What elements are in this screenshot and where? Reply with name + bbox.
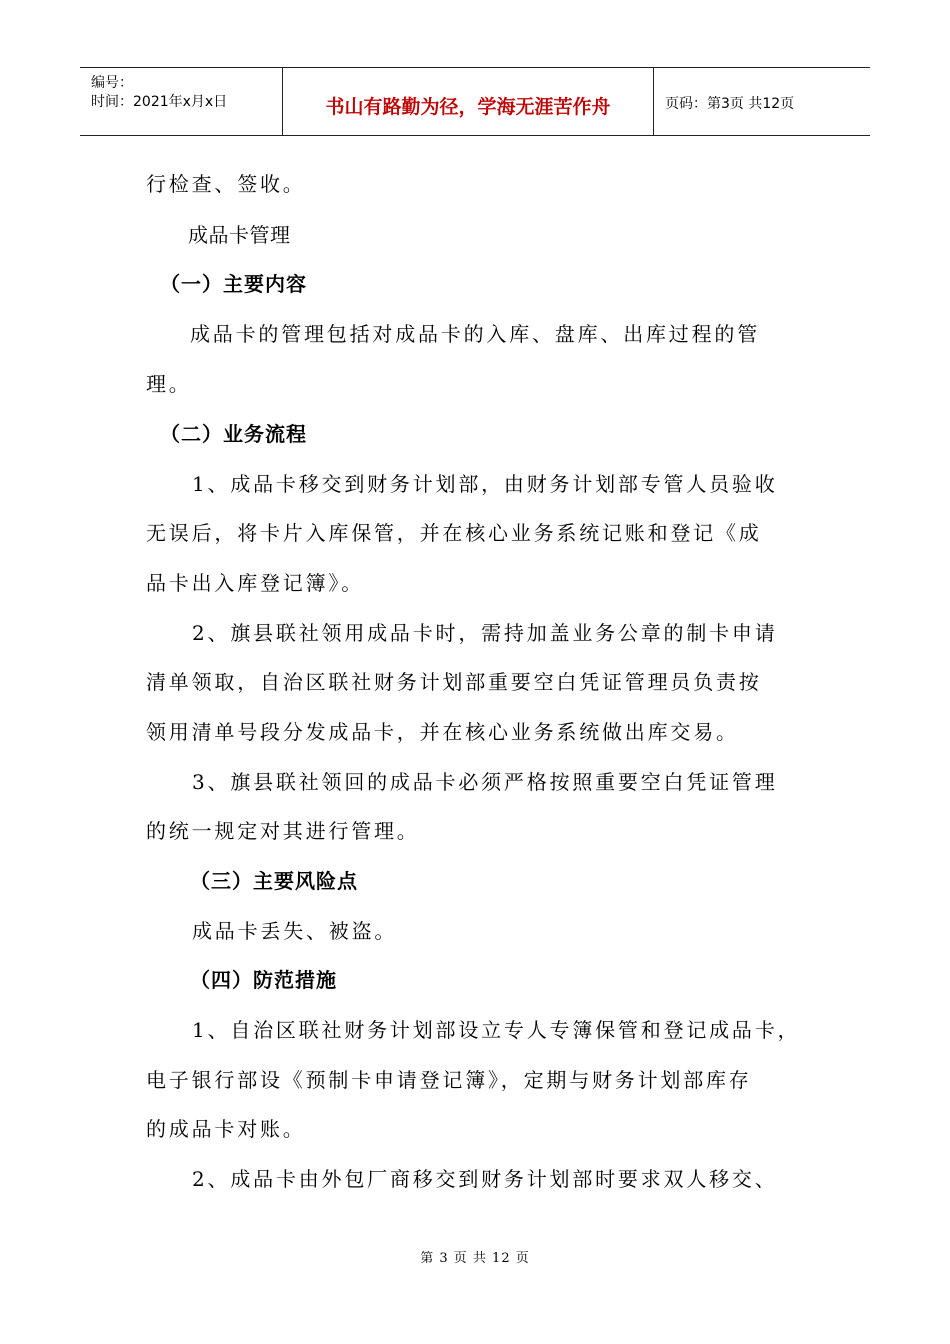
section-heading: （二）业务流程 — [160, 422, 307, 446]
body-line: 品卡出入库登记簿》。 — [146, 571, 364, 595]
header-motto: 书山有路勤为径，学海无涯苦作舟 — [283, 68, 654, 135]
header-meta — [80, 68, 283, 135]
body-line: 无误后，将卡片入库保管，并在核心业务系统记账和登记《成 — [146, 521, 762, 545]
body-line: 理。 — [146, 372, 192, 396]
section-title: 成品卡管理 — [188, 223, 291, 247]
body-line: 1、自治区联社财务计划部设立专人专簿保管和登记成品卡， — [192, 1018, 801, 1042]
page-footer: 第 3 页 共 12 页 — [420, 1251, 530, 1266]
section-heading: （四）防范措施 — [190, 968, 337, 992]
document-date-label: 时间：2021年x月x日 — [91, 94, 228, 110]
section-heading: （三）主要风险点 — [190, 869, 358, 893]
document-number-label: 编号： — [91, 75, 133, 91]
body-line: 行检查、签收。 — [146, 172, 306, 196]
body-line: 3、旗县联社领回的成品卡必须严格按照重要空白凭证管理 — [192, 770, 778, 794]
body-line: 2、成品卡由外包厂商移交到财务计划部时要求双人移交、 — [192, 1167, 778, 1191]
body-line: 成品卡的管理包括对成品卡的入库、盘库、出库过程的管 — [190, 322, 760, 346]
section-heading: （一）主要内容 — [160, 272, 307, 296]
body-line: 2、旗县联社领用成品卡时，需持加盖业务公章的制卡申请 — [192, 621, 778, 645]
body-line: 的成品卡对账。 — [146, 1117, 306, 1141]
body-line: 电子银行部设《预制卡申请登记簿》，定期与财务计划部库存 — [146, 1068, 752, 1092]
body-line: 清单领取，自治区联社财务计划部重要空白凭证管理员负责按 — [146, 670, 762, 694]
page-header — [80, 67, 870, 136]
body-line: 成品卡丢失、被盗。 — [192, 919, 398, 943]
body-line: 领用清单号段分发成品卡，并在核心业务系统做出库交易。 — [146, 720, 739, 744]
header-page-info: 页码：第3页 共12页 — [665, 96, 795, 112]
body-line: 1、成品卡移交到财务计划部，由财务计划部专管人员验收 — [192, 472, 778, 496]
body-line: 的统一规定对其进行管理。 — [146, 819, 420, 843]
